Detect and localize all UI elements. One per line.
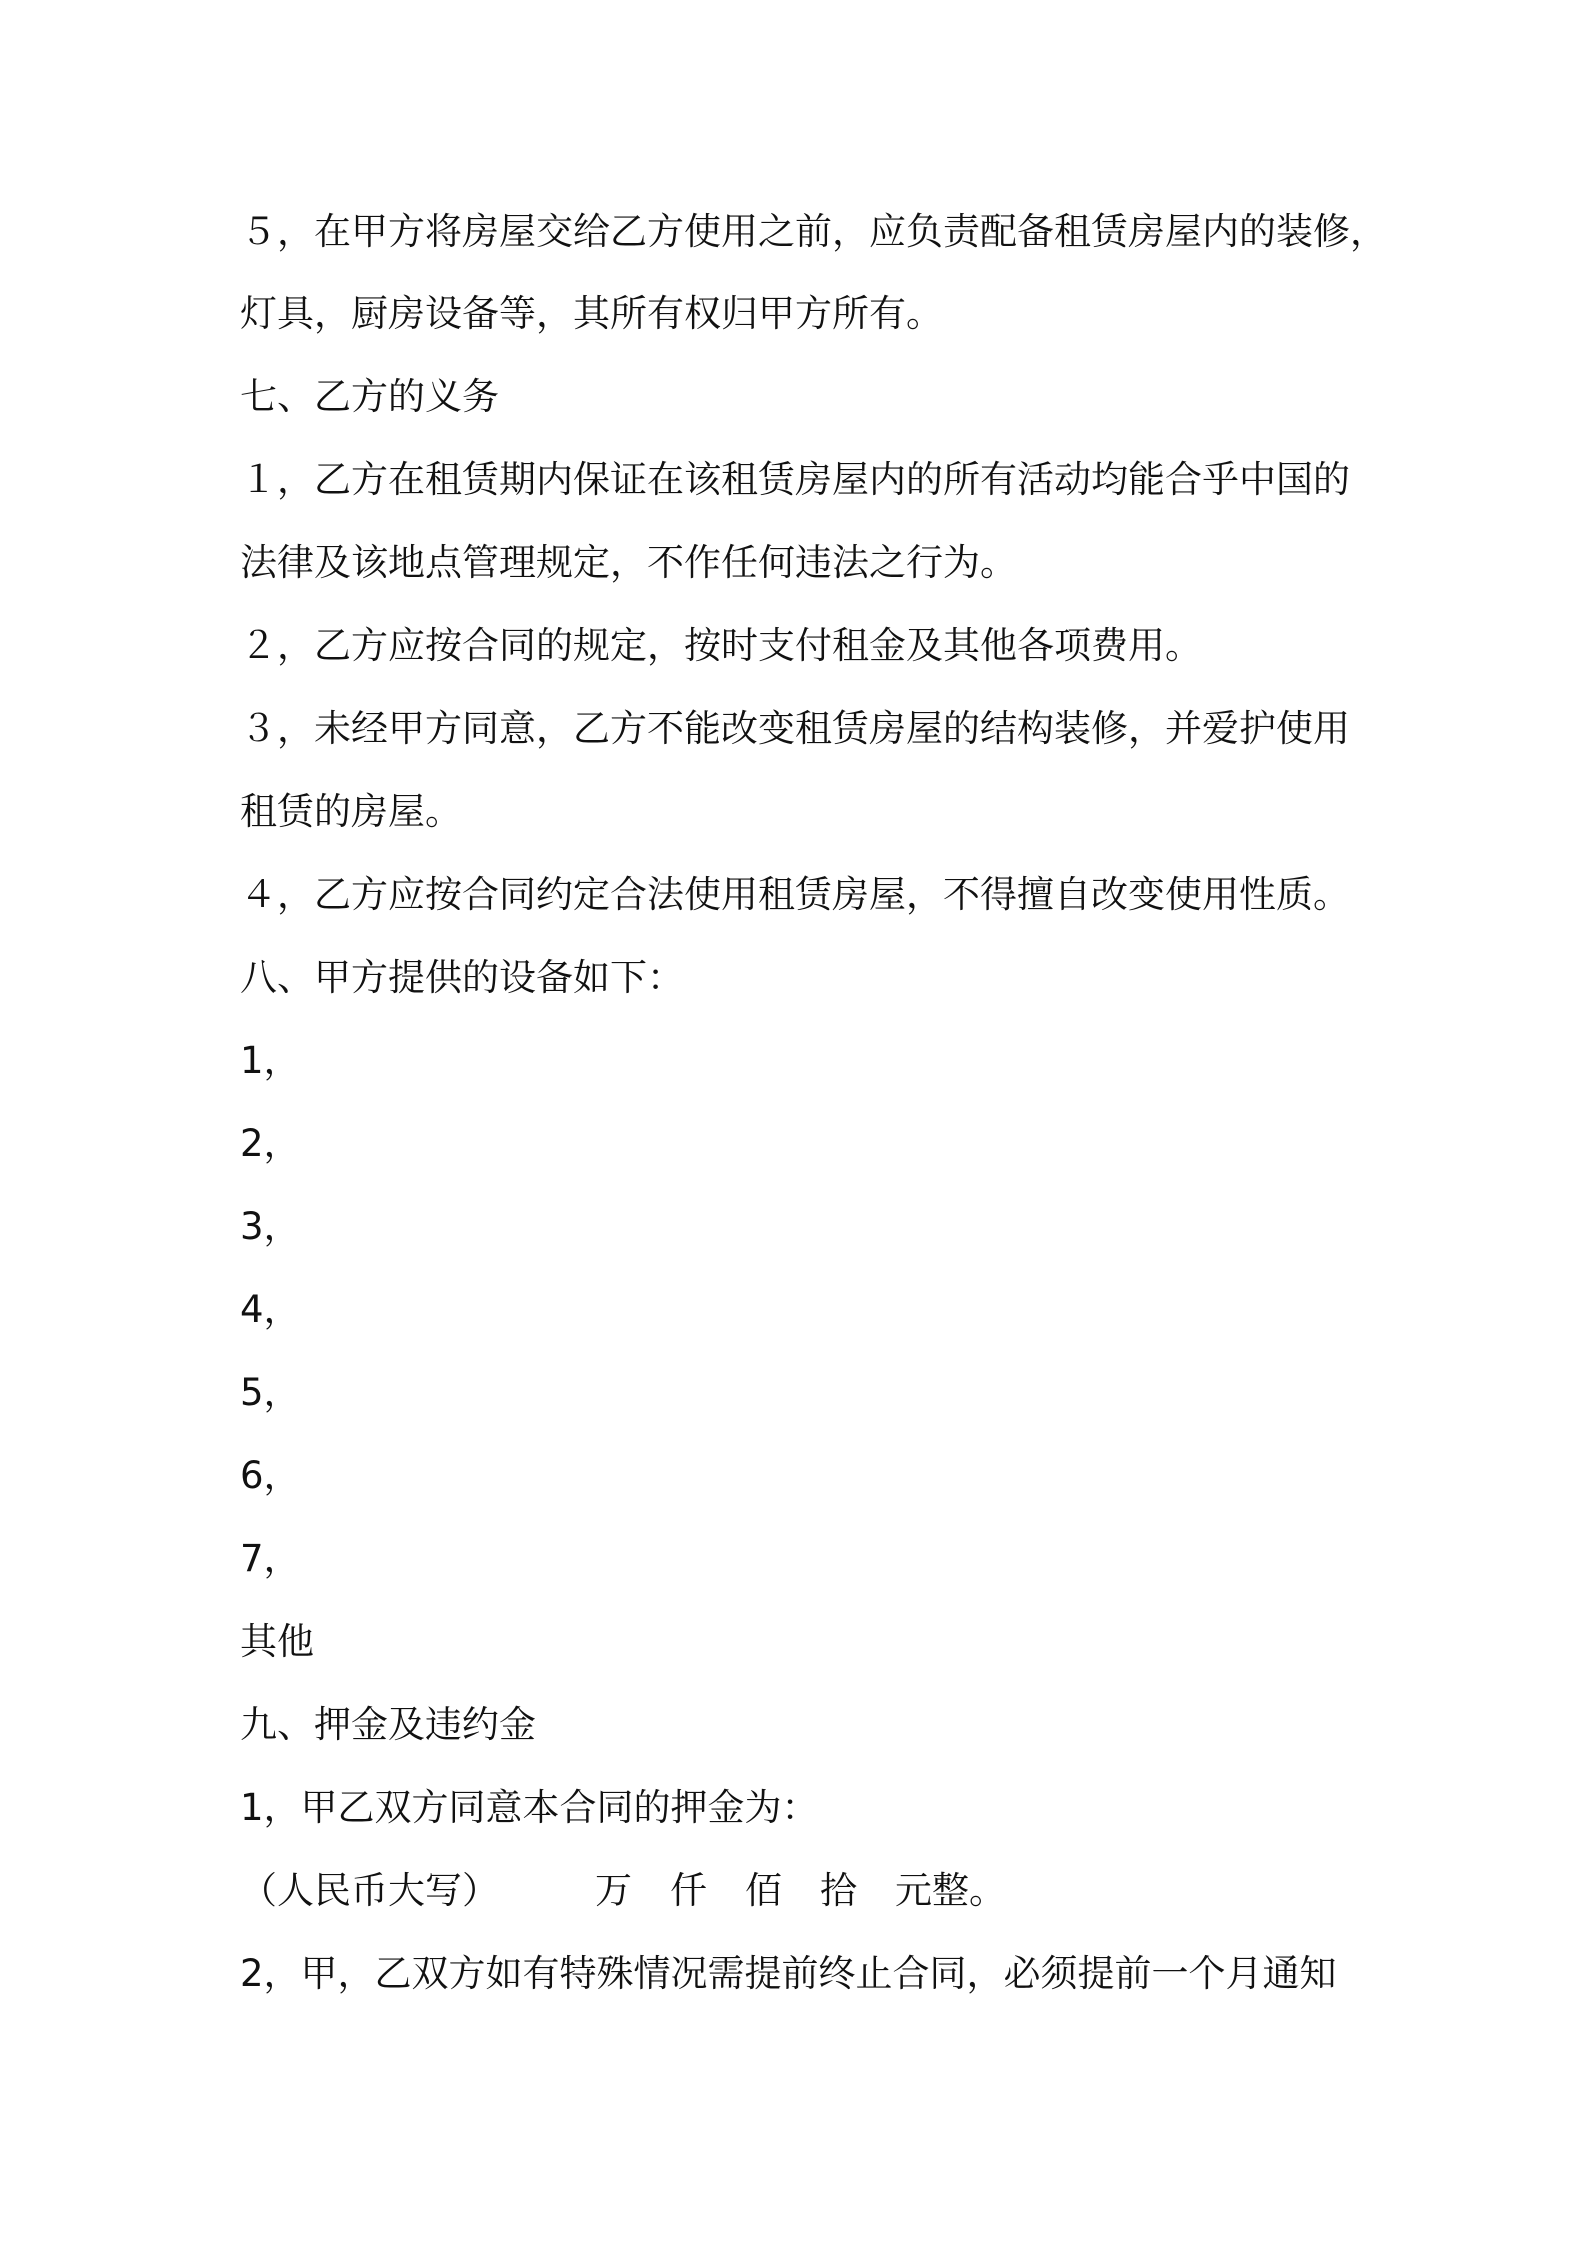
section-heading-7: 七、乙方的义务 — [240, 375, 499, 418]
equipment-item-4: 4， — [240, 1288, 301, 1331]
clause-7-item-3-line-1: ３，未经甲方同意，乙方不能改变租赁房屋的结构装修，并爱护使用 — [240, 707, 1350, 750]
equipment-item-5: 5， — [240, 1371, 301, 1414]
clause-7-item-1-line-1: １，乙方在租赁期内保证在该租赁房屋内的所有活动均能合乎中国的 — [240, 458, 1350, 501]
section-heading-9: 九、押金及违约金 — [240, 1703, 536, 1746]
equipment-item-2: 2， — [240, 1122, 301, 1165]
deposit-amount-line — [240, 1867, 1006, 1915]
clause-9-item-1: 1，甲乙双方同意本合同的押金为： — [240, 1786, 819, 1829]
amount-prefix: （人民币大写） — [240, 1869, 499, 1912]
clause-7-item-2: ２，乙方应按合同的规定，按时支付租金及其他各项费用。 — [240, 624, 1202, 667]
amount-wan: 万 — [595, 1869, 632, 1912]
amount-yuan: 元整。 — [895, 1869, 1006, 1912]
clause-6-item-5-line-2: 灯具，厨房设备等，其所有权归甲方所有。 — [240, 292, 943, 335]
clause-9-item-2-line-1: 2，甲，乙双方如有特殊情况需提前终止合同，必须提前一个月通知 — [240, 1952, 1337, 1995]
clause-7-item-3-line-2: 租赁的房屋。 — [240, 790, 462, 833]
clause-7-item-1-line-2: 法律及该地点管理规定，不作任何违法之行为。 — [240, 541, 1017, 584]
section-heading-8: 八、甲方提供的设备如下： — [240, 956, 684, 999]
equipment-item-1: 1， — [240, 1039, 301, 1082]
amount-qian: 仟 — [670, 1869, 707, 1912]
equipment-item-6: 6， — [240, 1454, 301, 1497]
clause-7-item-4: ４，乙方应按合同约定合法使用租赁房屋，不得擅自改变使用性质。 — [240, 873, 1350, 916]
equipment-item-other: 其他 — [240, 1620, 314, 1663]
equipment-item-3: 3， — [240, 1205, 301, 1248]
equipment-item-7: 7， — [240, 1537, 301, 1580]
amount-shi: 拾 — [820, 1869, 857, 1912]
amount-bai: 佰 — [745, 1869, 782, 1912]
clause-6-item-5-line-1: ５，在甲方将房屋交给乙方使用之前，应负责配备租赁房屋内的装修， — [240, 210, 1387, 253]
